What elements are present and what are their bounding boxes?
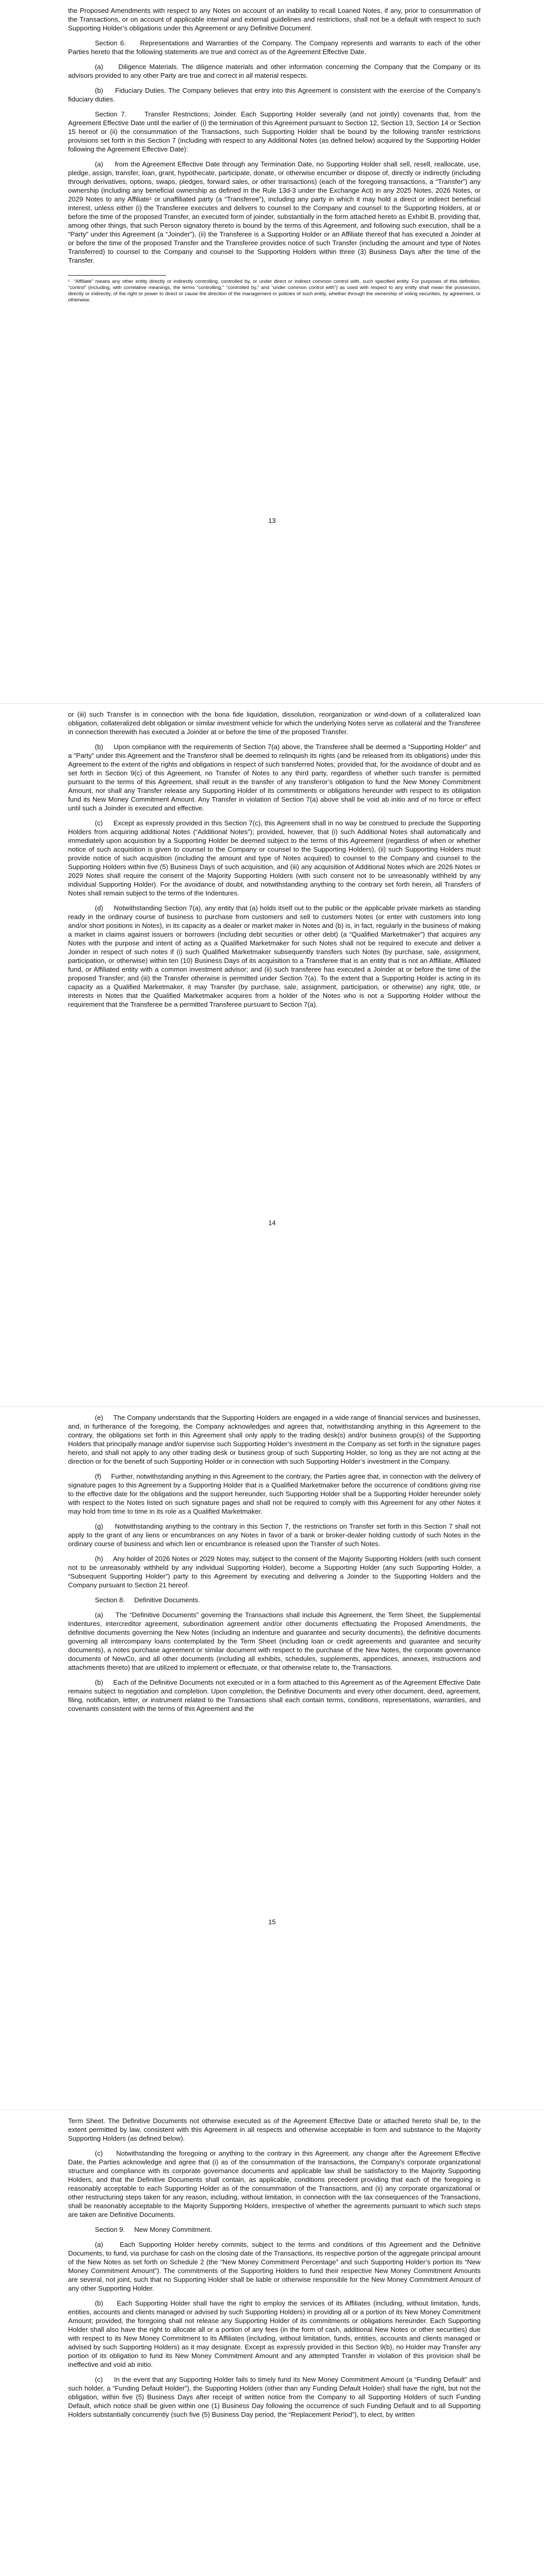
paragraph: (h) Any holder of 2026 Notes or 2029 Notes may, subject to the consent of the Majority Supporting Holders (with such consent not to be unreasonably withheld by any individual Supporting Holder), become a Supporting Holder (any such Supporting Holder, a “Subsequent Supporting Holder”) party to this Agreement by executing and delivering a Joinder to the Supporting Holders and the Company pursuant to Section 21 hereof. <box>68 1555 481 1589</box>
paragraph: (c) Except as expressly provided in this Section 7(c), this Agreement shall in no way be construed to preclude the Supporting Holders from acquiring additional Notes (“Additional Notes”); provided, however, that (i) such Additional Notes shall automatically and immediately upon acquisition by a Supporting Holder be deemed subject to the terms of this Agreement (regardless of when or whether notice of such acquisition is given to counsel to the Company or counsel to the Supporting Holders), (ii) such Supporting Holders must provide notice of such acquisition (including the amount and type of Notes acquired) to counsel to the Company and counsel to the Supporting Holders within five (5) Business Days of such acquisition, and (iii) any acquisition of Additional Notes which are 2026 Notes or 2029 Notes shall require the consent of the Majority Supporting Holders (with such consent not to be unreasonably withheld by any individual Supporting Holder). For the avoidance of doubt, and notwithstanding anything to the contrary set forth herein, all Transfers of Notes shall remain subject to the terms of the Indentures. <box>68 819 481 897</box>
paragraph: (b) Upon compliance with the requirements of Section 7(a) above, the Transferee shall be deemed a “Supporting Holder” and a “Party” under this Agreement and the Transferor shall be deemed to relinquish its rights (and be released from its obligations) under this Agreement to the extent of the rights and obligations in respect of such transferred Notes; provided that, for the avoidance of doubt and as set forth in Section 9(c) of this Agreement, no Transfer of Notes to any third party, regardless of whether such transfer is permitted pursuant to the terms of this Agreement, shall result in the transfer of any transferor’s obligation to fund the New Money Commitment Amount, nor shall any Transfer release any Supporting Holder of its commitments or obligations hereunder with respect to its obligation fund its New Money Commitment Amount. Any Transfer in violation of Section 7(a) above shall be void ab initio and of no force or effect until such a Joinder is executed and effective. <box>68 743 481 812</box>
paragraph: Section 7. Transfer Restrictions; Joinder. Each Supporting Holder severally (and not jointly) covenants that, from the Agreement Effective Date until the earlier of (i) the termination of this Agreement pursuant to Section 12, Section 13, Section 14 or Section 15 hereof or (ii) the consummation of the Transactions, such Supporting Holder shall be bound by the following transfer restrictions provisions set forth in this Section 7 (including with respect to any Additional Notes (as defined below) acquired by the Supporting Holder following the Agreement Effective Date): <box>68 110 481 153</box>
paragraph: (a) The “Definitive Documents” governing the Transactions shall include this Agreement, the Term Sheet, the Supplemental Indentures, intercreditor agreement, subordination agreement and/or other documents effectuating the Proposed Amendments, the definitive documents governing the New Notes (including an indenture and guarantee and security documents), the definitive documents governing all intercompany loans contemplated by the Term Sheet (including loan or credit agreements and guarantee and security documents), a notes purchase agreement or similar document with respect to the purchase of the New Notes, the corporate governance documents of NewCo, and all other documents (including all exhibits, schedules, supplements, appendices, annexes, instructions and attachments thereto) that are utilized to implement or effectuate, or that otherwise relate to, the Transactions. <box>68 1611 481 1671</box>
footnote: ¹ “Affiliate” means any other entity directly or indirectly controlling, controlled by, or under direct or indirect common control with, such specified entity. For purposes of this definition, “control” (including, with correlative meanings, the terms “controlling,” “controlled by,” and “under common control with”) as used with respect to any entity shall mean the possession, directly or indirectly, of the right or power to direct or cause the direction of the management or policies of such entity, whether through the ownership of voting securities, by agreement, or otherwise. <box>68 279 481 303</box>
page-body <box>68 710 481 1015</box>
page-body <box>68 6 481 303</box>
page-14 <box>0 704 544 1406</box>
paragraph: (a) from the Agreement Effective Date through any Termination Date, no Supporting Holder shall sell, resell, reallocate, use, pledge, assign, transfer, loan, grant, hypothecate, participate, donate, or otherwise encumber or dispose of, directly or indirectly (including through derivatives, options, swaps, pledges, forward sales, or other transactions) (each of the foregoing transactions, a “Transfer”) any ownership (including any beneficial ownership as defined in the Rule 13d-3 under the Exchange Act) in any 2025 Notes, 2026 Notes, or 2029 Notes to any Affiliate¹ or unaffiliated party (a “Transferee”), including any party in which it may hold a direct or indirect beneficial interest, unless either (i) the Transferee executes and delivers to counsel to the Company and counsel to the Supporting Holders, at or before the time of the proposed Transfer, an executed form of joinder, substantially in the form attached hereto as Exhibit B, providing that, among other things, that such Person signatory thereto is bound by the terms of this Agreement, and following such execution, shall be a “Party” under this Agreement (a “Joinder”), (ii) the Transferee is a Supporting Holder or an Affiliate thereof that has executed a Joinder at or before the time of the proposed Transfer and the Transferee provides notice of such Transfer (including the amount and type of Notes Transferred) to counsel to the Company and counsel to the Supporting Holders within three (3) Business Days after the time of the Transfer. <box>68 160 481 264</box>
page-15 <box>0 1407 544 2110</box>
paragraph: or (iii) such Transfer is in connection with the bona fide liquidation, dissolution, reorganization or wind-down of a collateralized loan obligation, collateralized debt obligation or similar investment vehicle for which the underlying Notes serve as collateral and the Transferee in connection therewith has executed a Joinder at or before the time of the proposed Transfer. <box>68 710 481 736</box>
paragraph: (d) Notwithstanding Section 7(a), any entity that (a) holds itself out to the public or the applicable private markets as standing ready in the ordinary course of business to purchase from customers and sell to customers Notes (or enter with customers into long and/or short positions in Notes), in its capacity as a dealer or market maker in Notes and (b) is, in fact, regularly in the business of making a market in claims against issuers or borrowers (including debt securities or other debt) (a “Qualified Marketmaker”) that acquires any Notes with the purpose and intent of acting as a Qualified Marketmaker for such Notes shall not be required to execute and deliver a Joinder in respect of such notes if (i) such Qualified Marketmaker subsequently transfers such Notes (by purchase, sale, assignment, participation, or otherwise) within ten (10) Business Days of its acquisition to a Transferee that is an entity that is not an Affiliate, Affiliated fund, or Affiliated entity with a common investment advisor; and (ii) such transferee has executed a Joinder at or before the time of the proposed Transfer; and (iii) the Transfer otherwise is permitted under Section 7(a). To the extent that a Supporting Holder is acting in its capacity as a Qualified Marketmaker, it may Transfer (by purchase, sale, assignment, participation, or otherwise) any right, title, or interests in Notes that the Qualified Marketmaker acquires from a holder of the Notes who is not a Supporting Holder without the requirement that the Transferee be a permitted Transferee pursuant to Section 7(a). <box>68 904 481 1008</box>
paragraph: the Proposed Amendments with respect to any Notes on account of an inability to recall Loaned Notes, if any, prior to consummation of the Transactions, or on account of applicable internal and external guidelines and restrictions, shall not be a default with respect to such Supporting Holder’s obligations under this Agreement or any Definitive Document. <box>68 7 481 32</box>
page-number: 14 <box>268 1219 276 1227</box>
page-body <box>68 1413 481 1719</box>
paragraph: (e) The Company understands that the Supporting Holders are engaged in a wide range of financial services and businesses, and, in furtherance of the foregoing, the Company acknowledges and agrees that, notwithstanding anything in this Agreement to the contrary, the obligations set forth in this Agreement shall only apply to the trading desk(s) and/or business group(s) of the Supporting Holders that principally manage and/or supervise such Supporting Holder’s investment in the Company as set forth in the signature pages hereto, and shall not apply to any other trading desk or business group of such Supporting Holder, so long as they are not acting at the direction or for the benefit of such Supporting Holder or in connection with such Supporting Holder’s investment in the Company. <box>68 1414 481 1465</box>
paragraph: (g) Notwithstanding anything to the contrary in this Section 7, the restrictions on Transfer set forth in this Section 7 shall not apply to the grant of any liens or encumbrances on any Notes in favor of a bank or broker-dealer holding custody of such Notes in the ordinary course of business and which lien or encumbrance is released upon the Transfer of such Notes. <box>68 1522 481 1548</box>
paragraph: (b) Fiduciary Duties. The Company believes that entry into this Agreement is consistent with the exercise of the Company’s fiduciary duties. <box>68 87 481 103</box>
paragraph: (f) Further, notwithstanding anything in this Agreement to the contrary, the Parties agree that, in connection with the delivery of signature pages to this Agreement by a Supporting Holder that is a Qualified Marketmaker before the occurrence of conditions giving rise to the effective date for the obligations and the support hereunder, such Supporting Holder shall be a Supporting Holder hereunder solely with respect to the Notes listed on such signature pages and shall not be required to comply with this Agreement for any other Notes it may hold from time to time in its role as a Qualified Marketmaker. <box>68 1472 481 1515</box>
page-16 <box>0 2110 544 2576</box>
page-number: 15 <box>268 1918 276 1926</box>
paragraph: (a) Diligence Materials. The diligence materials and other information concerning the Company that the Company or its advisors provided to any other Party are true and correct in all material respects. <box>68 63 481 79</box>
page-body <box>68 2116 481 2425</box>
paragraph: (a) Each Supporting Holder hereby commits, subject to the terms and conditions of this Agreement and the Definitive Documents, to fund, via purchase for cash on the closing date of the Transactions, its respective portion of the aggregate principal amount of the New Notes as set forth on Schedule 2 (the “New Money Commitment Percentage” and such Supporting Holder’s portion its “New Money Commitment Amount”). The commitments of the Supporting Holders to fund their respective New Money Commitment Amounts are several, not joint, such that no Supporting Holder shall be liable or otherwise responsible for the New Money Commitment Amount of any other Supporting Holder. <box>68 2241 481 2292</box>
section-heading: Section 8. Definitive Documents. <box>95 1596 200 1604</box>
paragraph: (b) Each Supporting Holder shall have the right to employ the services of its Affiliates (including, without limitation, funds, entities, accounts and clients managed or advised by such Supporting Holders) in providing all or a portion of its New Money Commitment Amount; provided, the foregoing shall not release any Supporting Holder of its commitments or obligations hereunder. Each Supporting Holder shall also have the right to allocate all or a portion of any fees (in the form of cash, additional New Notes or other securities) due with respect to its New Money Commitment to its Affiliates (including, without limitation, funds, entities, accounts and clients managed or advised by such Supporting Holders) as it may designate. Except as expressly provided in this Section 9(b), no Holder may Transfer any portion of its obligation to fund its New Money Commitment Amount and any attempted Transfer in violation of this provision shall be ineffective and void ab initio. <box>68 2299 481 2368</box>
paragraph: (b) Each of the Definitive Documents not executed or in a form attached to this Agreement as of the Agreement Effective Date remains subject to negotiation and completion. Upon completion, the Definitive Documents and every other document, deed, agreement, filing, notification, letter, or instrument related to the Transactions shall each contain terms, conditions, representations, warranties, and covenants consistent with the terms of this Agreement and the <box>68 1679 481 1713</box>
page-number: 13 <box>268 517 276 524</box>
paragraph: (c) In the event that any Supporting Holder fails to timely fund its New Money Commitment Amount (a “Funding Default” and such holder, a “Funding Default Holder”), the Supporting Holders (other than any Funding Default Holder) shall have the right, but not the obligation, within five (5) Business Days after receipt of written notice from the Company to all Supporting Holders of such Funding Default, which notice shall be given within one (1) Business Day following the occurrence of such Funding Default and to all Supporting Holders substantially concurrently (such five (5) Business Day period, the “Replacement Period”), to elect, by written <box>68 2376 481 2418</box>
paragraph: (c) Notwithstanding the foregoing or anything to the contrary in this Agreement, any change after the Agreement Effective Date, the Parties acknowledge and agree that (i) as of the consummation of the transactions, the Company’s corporate organizational structure and compliance with its corporate governance documents and applicable law shall be satisfactory to the Majority Supporting Holders, and that the Definitive Documents shall contain, as applicable, conditions precedent providing that each of the foregoing is reasonably acceptable to each Supporting Holder as of the consummation of the Transactions, and (ii) any corporate organizational or other restructuring steps taken for any reason, including, without limitation, in connection with the tax consequences of the Transactions, shall be reasonably acceptable to the Majority Supporting Holders, irrespective of whether the agreements pursuant to which such steps are taken are Definitive Documents. <box>68 2149 481 2218</box>
section-heading: Section 9. New Money Commitment. <box>95 2226 212 2233</box>
footnote-rule <box>68 275 166 276</box>
paragraph: Term Sheet. The Definitive Documents not otherwise executed as of the Agreement Effective Date or attached hereto shall be, to the extent permitted by law, consistent with this Agreement in all respects and otherwise acceptable in form and substance to the Majority Supporting Holders (as defined below). <box>68 2117 481 2142</box>
paragraph: Section 6. Representations and Warranties of the Company. The Company represents and warrants to each of the other Parties hereto that the following statements are true and correct as of the Agreement Effective Date. <box>68 39 481 56</box>
page-13 <box>0 0 544 703</box>
